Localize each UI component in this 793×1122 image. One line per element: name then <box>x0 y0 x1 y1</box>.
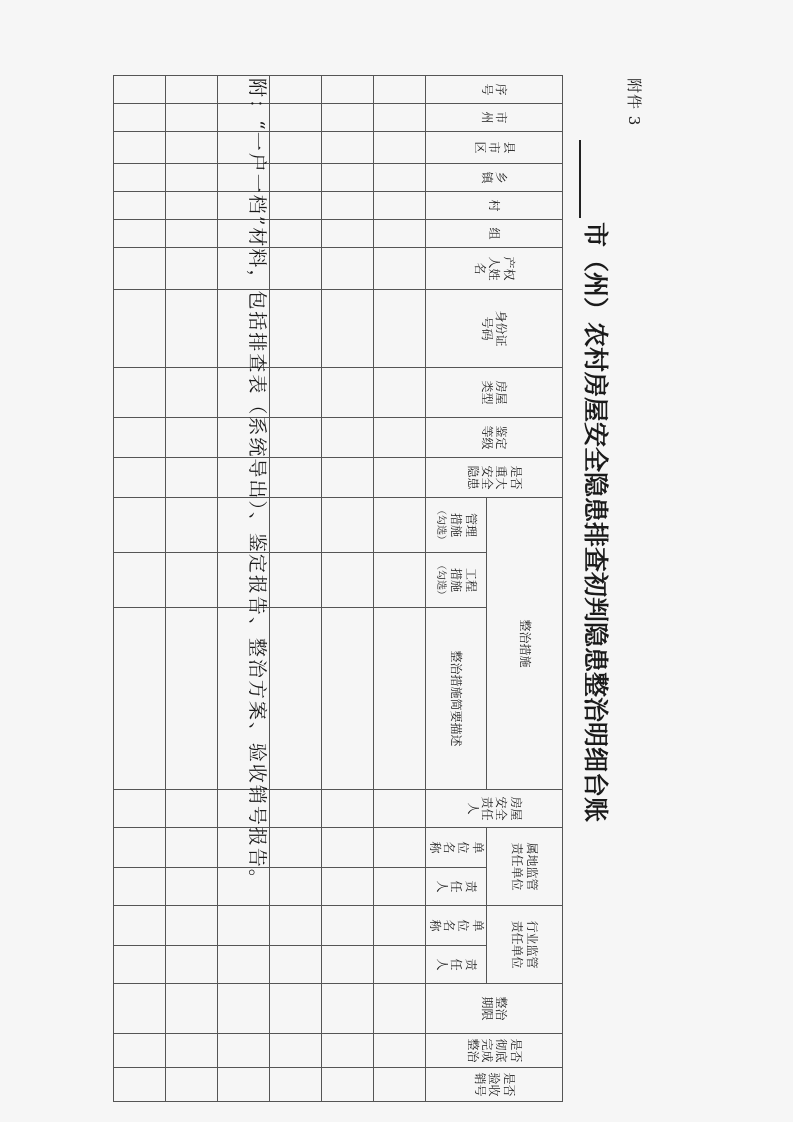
table-row <box>114 76 166 1102</box>
table-cell[interactable] <box>114 220 166 248</box>
annex-label: 附件 3 <box>625 78 643 127</box>
col-owner: 产权人姓名 <box>426 248 563 290</box>
table-cell[interactable] <box>166 906 218 946</box>
table-cell[interactable] <box>374 906 426 946</box>
table-cell[interactable] <box>114 248 166 290</box>
col-local-person: 责任人 <box>426 868 487 906</box>
col-mgmt-measures: 管理措施 （勾选） <box>426 498 487 553</box>
table-cell[interactable] <box>322 946 374 984</box>
table-cell[interactable] <box>166 553 218 608</box>
table-cell[interactable] <box>114 946 166 984</box>
table-cell[interactable] <box>166 290 218 368</box>
col-seq: 序号 <box>426 76 563 104</box>
table-cell[interactable] <box>322 868 374 906</box>
table-cell[interactable] <box>114 132 166 164</box>
table-cell[interactable] <box>374 220 426 248</box>
table-cell[interactable] <box>114 192 166 220</box>
table-cell[interactable] <box>322 498 374 553</box>
table-cell[interactable] <box>270 1034 322 1068</box>
table-cell[interactable] <box>114 418 166 458</box>
group-local-supervisor: 属地监管责任单位 <box>487 828 563 906</box>
table-cell[interactable] <box>166 418 218 458</box>
table-cell[interactable] <box>374 1068 426 1102</box>
table-cell[interactable] <box>270 608 322 790</box>
col-measure-desc: 整治措施简要描述 <box>426 608 487 790</box>
table-row <box>322 76 374 1102</box>
table-cell[interactable] <box>270 164 322 192</box>
table-cell[interactable] <box>374 946 426 984</box>
table-cell[interactable] <box>374 368 426 418</box>
table-cell[interactable] <box>270 984 322 1034</box>
table-cell[interactable] <box>114 1068 166 1102</box>
table-cell[interactable] <box>270 418 322 458</box>
table-cell[interactable] <box>166 368 218 418</box>
table-cell[interactable] <box>166 828 218 868</box>
attachment-note: 附：“一户一档”材料，包括排查表（系统导出）、鉴定报告、整治方案、验收销号报告。 <box>246 78 268 890</box>
col-accepted: 是否验收销号 <box>426 1068 563 1102</box>
col-appraisal-level: 鉴定等级 <box>426 418 563 458</box>
col-county: 县市区 <box>426 132 563 164</box>
table-cell[interactable] <box>270 290 322 368</box>
table-cell[interactable] <box>166 790 218 828</box>
col-village: 村 <box>426 192 563 220</box>
table-cell[interactable] <box>270 76 322 104</box>
table-cell[interactable] <box>270 790 322 828</box>
table-cell[interactable] <box>114 553 166 608</box>
table-cell[interactable] <box>270 1068 322 1102</box>
table-cell[interactable] <box>374 104 426 132</box>
table-cell[interactable] <box>270 458 322 498</box>
table-cell[interactable] <box>166 608 218 790</box>
table-cell[interactable] <box>322 906 374 946</box>
table-cell[interactable] <box>270 368 322 418</box>
table-cell[interactable] <box>270 828 322 868</box>
table-cell[interactable] <box>114 368 166 418</box>
table-cell[interactable] <box>166 946 218 984</box>
table-cell[interactable] <box>322 608 374 790</box>
table-cell[interactable] <box>374 790 426 828</box>
table-cell[interactable] <box>374 164 426 192</box>
table-row <box>270 76 322 1102</box>
table-cell[interactable] <box>374 868 426 906</box>
rectification-ledger-table <box>113 75 563 1102</box>
table-cell[interactable] <box>374 553 426 608</box>
table-cell[interactable] <box>322 458 374 498</box>
table-cell[interactable] <box>322 1068 374 1102</box>
table-cell[interactable] <box>322 164 374 192</box>
table-cell[interactable] <box>218 946 270 984</box>
table-cell[interactable] <box>166 220 218 248</box>
table-cell[interactable] <box>114 868 166 906</box>
col-completed: 是否彻底完成整治 <box>426 1034 563 1068</box>
page-title <box>579 140 615 1000</box>
table-cell[interactable] <box>270 946 322 984</box>
table-cell[interactable] <box>322 790 374 828</box>
header-row-1 <box>487 76 563 1102</box>
table-cell[interactable] <box>322 290 374 368</box>
table-cell[interactable] <box>114 608 166 790</box>
table-cell[interactable] <box>114 458 166 498</box>
table-cell[interactable] <box>270 553 322 608</box>
col-industry-unit-name: 单位名称 <box>426 906 487 946</box>
group-rectification: 整治措施 <box>487 498 563 790</box>
table-cell[interactable] <box>322 1034 374 1068</box>
table-row <box>166 76 218 1102</box>
table-cell[interactable] <box>322 192 374 220</box>
table-cell[interactable] <box>114 104 166 132</box>
col-industry-person: 责任人 <box>426 946 487 984</box>
table-cell[interactable] <box>166 1034 218 1068</box>
col-safety-person: 房屋安全责任人 <box>426 790 563 828</box>
table-cell[interactable] <box>374 76 426 104</box>
table-cell[interactable] <box>270 132 322 164</box>
table-cell[interactable] <box>374 418 426 458</box>
table-cell[interactable] <box>270 248 322 290</box>
table-cell[interactable] <box>114 498 166 553</box>
table-cell[interactable] <box>114 290 166 368</box>
col-deadline: 整治期限 <box>426 984 563 1034</box>
table-cell[interactable] <box>322 76 374 104</box>
table-cell[interactable] <box>166 164 218 192</box>
table-cell[interactable] <box>166 76 218 104</box>
title-text: 市（州）农村房屋安全隐患排查初判隐患整治明细台账 <box>581 222 610 823</box>
table-cell[interactable] <box>270 192 322 220</box>
table-cell[interactable] <box>114 76 166 104</box>
col-house-type: 房屋类型 <box>426 368 563 418</box>
table-cell[interactable] <box>270 906 322 946</box>
table-cell[interactable] <box>374 192 426 220</box>
table-cell[interactable] <box>322 418 374 458</box>
table-cell[interactable] <box>166 132 218 164</box>
table-cell[interactable] <box>270 868 322 906</box>
table-cell[interactable] <box>374 132 426 164</box>
table-cell[interactable] <box>322 132 374 164</box>
table-cell[interactable] <box>374 1034 426 1068</box>
table-cell[interactable] <box>166 458 218 498</box>
col-local-unit-name: 单位名称 <box>426 828 487 868</box>
table-cell[interactable] <box>270 220 322 248</box>
table-cell[interactable] <box>166 192 218 220</box>
table-cell[interactable] <box>114 790 166 828</box>
table-cell[interactable] <box>218 1068 270 1102</box>
col-city: 市州 <box>426 104 563 132</box>
table-cell[interactable] <box>166 1068 218 1102</box>
col-town: 乡镇 <box>426 164 563 192</box>
table-cell[interactable] <box>374 458 426 498</box>
col-major-hazard: 是否重大安全隐患 <box>426 458 563 498</box>
table-cell[interactable] <box>166 984 218 1034</box>
table-cell[interactable] <box>270 104 322 132</box>
table-cell[interactable] <box>218 1034 270 1068</box>
col-id-number: 身份证号码 <box>426 290 563 368</box>
table-cell[interactable] <box>114 1034 166 1068</box>
table-cell[interactable] <box>322 828 374 868</box>
col-group: 组 <box>426 220 563 248</box>
table-cell[interactable] <box>166 868 218 906</box>
table-cell[interactable] <box>218 906 270 946</box>
table-cell[interactable] <box>374 498 426 553</box>
city-blank-line <box>579 140 603 218</box>
table-cell[interactable] <box>114 828 166 868</box>
table-cell[interactable] <box>114 164 166 192</box>
table-cell[interactable] <box>322 984 374 1034</box>
table-cell[interactable] <box>114 984 166 1034</box>
table-cell[interactable] <box>114 906 166 946</box>
table-cell[interactable] <box>218 984 270 1034</box>
table-cell[interactable] <box>166 248 218 290</box>
table-cell[interactable] <box>166 104 218 132</box>
table-cell[interactable] <box>322 104 374 132</box>
table-cell[interactable] <box>322 220 374 248</box>
table-row <box>374 76 426 1102</box>
table-cell[interactable] <box>166 498 218 553</box>
table-cell[interactable] <box>322 553 374 608</box>
table-cell[interactable] <box>270 498 322 553</box>
group-industry-supervisor: 行业监管责任单位 <box>487 906 563 984</box>
table-cell[interactable] <box>322 368 374 418</box>
col-eng-measures: 工程措施 （勾选） <box>426 553 487 608</box>
table-cell[interactable] <box>374 608 426 790</box>
table-cell[interactable] <box>374 248 426 290</box>
table-cell[interactable] <box>374 290 426 368</box>
table-cell[interactable] <box>322 248 374 290</box>
table-cell[interactable] <box>374 984 426 1034</box>
table-cell[interactable] <box>374 828 426 868</box>
